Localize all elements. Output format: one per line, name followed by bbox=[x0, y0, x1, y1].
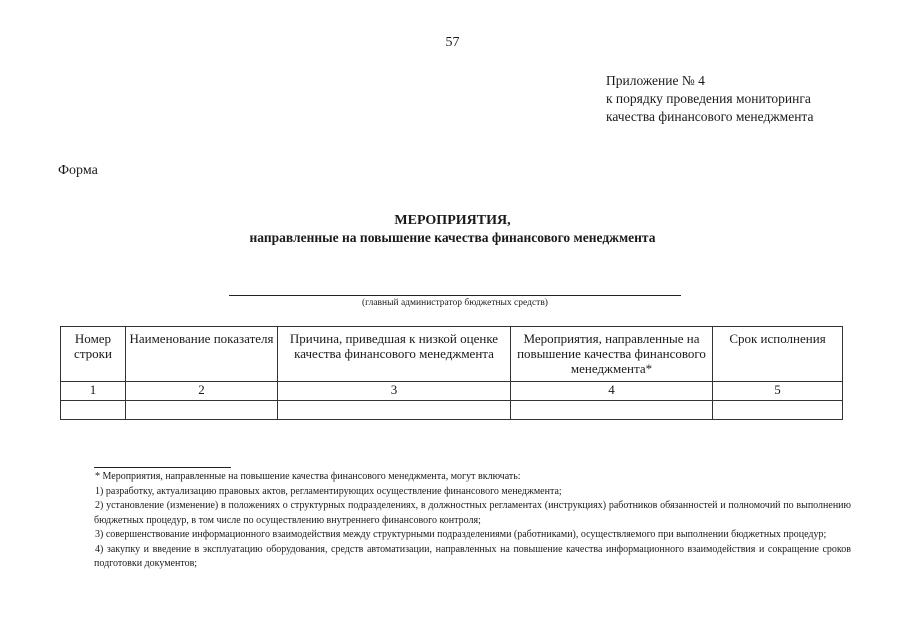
footnotes bbox=[94, 470, 851, 572]
appendix-line-2: к порядку проведения мониторинга bbox=[606, 91, 811, 106]
appendix-header bbox=[606, 72, 813, 126]
page-number: 57 bbox=[445, 35, 460, 50]
empty-cell bbox=[61, 401, 126, 420]
document-subtitle: направленные на повышение качества финансового менеджмента bbox=[249, 230, 656, 245]
header-deadline: Срок исполнения bbox=[713, 327, 843, 382]
table-empty-row bbox=[61, 401, 843, 420]
empty-cell bbox=[713, 401, 843, 420]
column-number-5: 5 bbox=[713, 382, 843, 401]
footnote-item-1: 1) разработку, актуализацию правовых актов, регламентирующих осуществление финансового менеджмента; bbox=[95, 485, 562, 497]
footnote-item-2: 2) установление (изменение) в положениях о структурных подразделениях, в должностных регламентах (инструкциях) работников обязанностей и полномочий по выполнению бюджетных процедур, в том числе по осуществлению внутреннего финансового контроля; bbox=[94, 500, 851, 526]
column-number-4: 4 bbox=[511, 382, 713, 401]
footnote-separator bbox=[94, 467, 231, 468]
appendix-line-1: Приложение № 4 bbox=[606, 73, 705, 88]
footnote-item-3: 3) совершенствование информационного взаимодействия между структурными подразделениями (работниками), осуществляемого при выполнении бюджетных процедур; bbox=[95, 529, 827, 540]
column-number-3: 3 bbox=[278, 382, 511, 401]
admin-caption: (главный администратор бюджетных средств) bbox=[362, 298, 548, 308]
document-title: МЕРОПРИЯТИЯ, bbox=[394, 213, 511, 228]
empty-cell bbox=[278, 401, 511, 420]
empty-cell bbox=[126, 401, 278, 420]
header-row-number: Номер строки bbox=[61, 327, 126, 382]
admin-blank-line bbox=[229, 295, 681, 296]
footnote-item-4: 4) закупку и введение в эксплуатацию оборудования, средств автоматизации, направленных на повышение качества информационного взаимодействия и сокращение сроков подготовки документов; bbox=[94, 543, 851, 569]
appendix-line-3: качества финансового менеджмента bbox=[606, 109, 814, 124]
header-measures: Мероприятия, направленные на повышение качества финансового менеджмента* bbox=[511, 327, 713, 382]
column-number-2: 2 bbox=[126, 382, 278, 401]
column-number-1: 1 bbox=[61, 382, 126, 401]
table-number-row bbox=[61, 382, 843, 401]
header-low-score-reason: Причина, приведшая к низкой оценке качества финансового менеджмента bbox=[278, 327, 511, 382]
form-label: Форма bbox=[58, 163, 98, 178]
measures-table bbox=[60, 326, 843, 420]
empty-cell bbox=[511, 401, 713, 420]
footnote-intro: * Мероприятия, направленные на повышение качества финансового менеджмента, могут включать: bbox=[95, 471, 521, 482]
header-indicator-name: Наименование показателя bbox=[126, 327, 278, 382]
table-header-row bbox=[61, 327, 843, 382]
